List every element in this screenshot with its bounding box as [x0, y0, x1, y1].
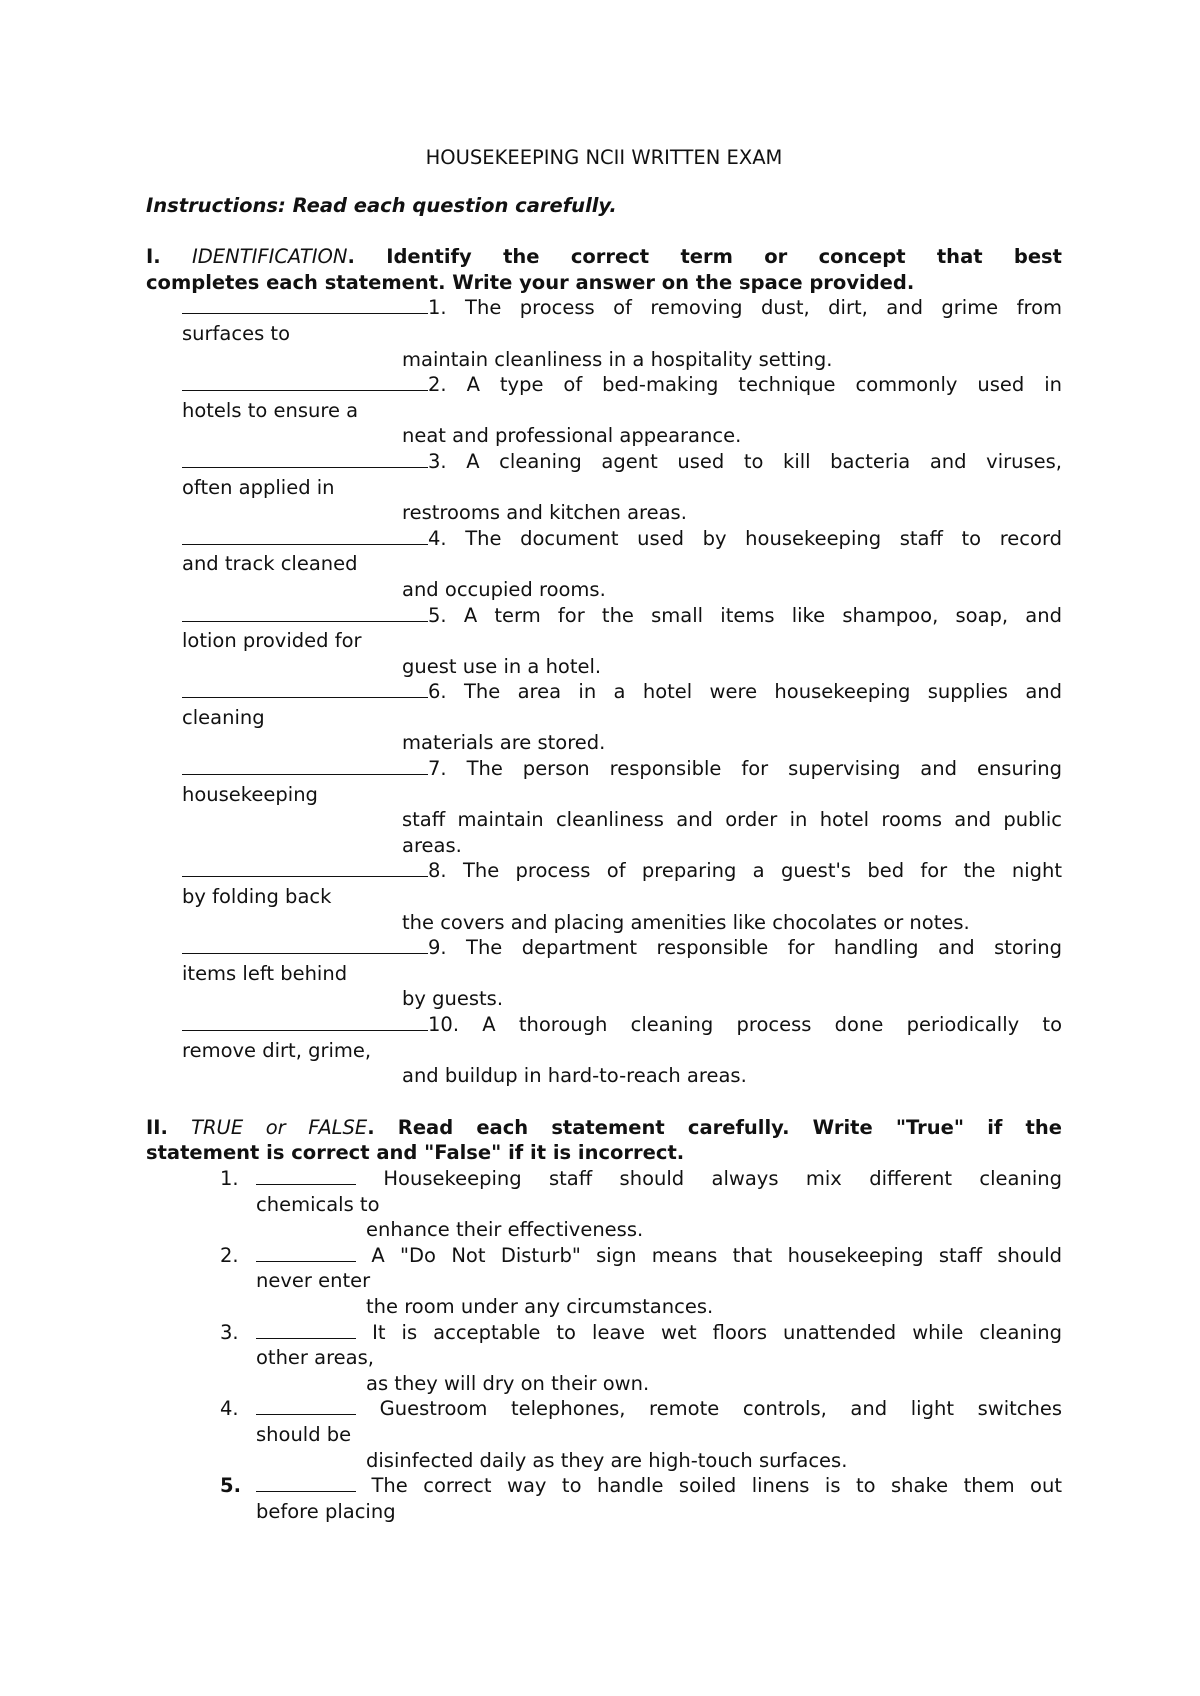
section-2-numeral: II. [146, 1115, 168, 1139]
answer-blank[interactable] [256, 1473, 356, 1492]
true-false-item [146, 1166, 1062, 1243]
item-text-line1: A type of bed-making technique commonly used in [466, 373, 1062, 397]
item-text-line3: enhance their effectiveness. [366, 1218, 644, 1242]
item-number: 3. [220, 1320, 239, 1344]
section-1-text-line1: . Identify the correct term or concept that best [347, 245, 1062, 269]
item-text-line2: housekeeping [182, 782, 318, 806]
item-text-line2: before placing [256, 1499, 396, 1523]
item-text-line2: hotels to ensure a [182, 398, 359, 422]
item-text-line1: A thorough cleaning process done periodically to [482, 1013, 1062, 1036]
item-text-line1: The area in a hotel were housekeeping supplies and [463, 680, 1063, 704]
item-text-line1: A term for the small items like shampoo, soap, and [463, 603, 1062, 627]
answer-blank[interactable] [256, 1243, 356, 1262]
identification-item [146, 603, 1062, 680]
section-1-text-line2: completes each statement. Write your answer on the space provided. [146, 270, 915, 294]
item-text-line1: The department responsible for handling and storing [466, 936, 1062, 960]
item-text-line3: guest use in a hotel. [402, 654, 602, 678]
item-text-line3: maintain cleanliness in a hospitality setting. [402, 347, 833, 371]
item-number: 7. [428, 757, 447, 781]
section-2-text-line1: . Read each statement carefully. Write "True" if the [367, 1115, 1062, 1139]
item-text-line3: by guests. [402, 987, 504, 1011]
answer-blank[interactable] [182, 526, 428, 545]
page-title: HOUSEKEEPING NCII WRITTEN EXAM [425, 146, 783, 169]
item-text-line3: staff maintain cleanliness and order in hotel rooms and public areas. [402, 808, 1062, 857]
true-false-item [146, 1320, 1062, 1397]
item-text-line2: lotion provided for [182, 629, 362, 653]
item-text-line2: by folding back [182, 885, 332, 909]
item-text-line2: cleaning [182, 705, 265, 729]
item-text-line1: The person responsible for supervising and ensuring [466, 757, 1062, 781]
section-1-items [146, 295, 1062, 1088]
true-false-item [146, 1396, 1062, 1473]
item-text-line3: materials are stored. [402, 731, 606, 755]
item-text-line1: A cleaning agent used to kill bacteria and viruses, [466, 449, 1063, 473]
item-text-line3: and buildup in hard-to-reach areas. [402, 1064, 747, 1088]
identification-item [146, 526, 1062, 603]
item-text-line1: The process of removing dust, dirt, and grime from [465, 296, 1062, 320]
item-number: 10. [428, 1013, 460, 1036]
section-2-items [146, 1166, 1062, 1524]
answer-blank[interactable] [182, 858, 428, 877]
section-1-numeral: I. [146, 245, 161, 269]
item-text-line3: neat and professional appearance. [402, 424, 742, 448]
section-2-heading [146, 1115, 1062, 1166]
answer-blank[interactable] [256, 1396, 356, 1415]
item-number: 6. [428, 680, 447, 704]
identification-item [146, 295, 1062, 372]
item-text-line2: remove dirt, grime, [182, 1038, 372, 1062]
item-text-line3: and occupied rooms. [402, 577, 606, 601]
item-text-line2: never enter [256, 1269, 371, 1293]
item-text-line2: surfaces to [182, 321, 291, 345]
item-number: 8. [428, 859, 447, 883]
answer-blank[interactable] [182, 756, 428, 775]
identification-item [146, 1012, 1062, 1089]
answer-blank[interactable] [182, 1012, 428, 1031]
answer-blank[interactable] [182, 449, 428, 468]
item-number: 9. [428, 936, 447, 960]
answer-blank[interactable] [182, 935, 428, 954]
item-text-line2: other areas, [256, 1346, 374, 1370]
identification-item [146, 858, 1062, 935]
section-1-label: IDENTIFICATION [192, 245, 348, 269]
item-text-line1: A "Do Not Disturb" sign means that housekeeping staff should [371, 1243, 1062, 1267]
item-text-line1: Guestroom telephones, remote controls, and light switches [379, 1397, 1063, 1421]
answer-blank[interactable] [182, 603, 428, 622]
item-number: 3. [428, 449, 447, 473]
item-text-line3: restrooms and kitchen areas. [402, 501, 687, 525]
section-2-label: TRUE or FALSE [191, 1115, 368, 1139]
item-text-line3: as they will dry on their own. [366, 1371, 650, 1395]
section-1-heading [146, 244, 1062, 295]
item-number: 2. [428, 373, 447, 397]
item-number: 4. [428, 526, 447, 550]
item-number: 5. [220, 1474, 241, 1498]
item-number: 5. [428, 603, 447, 627]
item-text-line2: chemicals to [256, 1192, 380, 1216]
item-text-line2: should be [256, 1422, 352, 1446]
item-number: 2. [220, 1243, 239, 1267]
item-text-line1: It is acceptable to leave wet floors unattended while cleaning [372, 1320, 1062, 1344]
answer-blank[interactable] [182, 372, 428, 391]
identification-item [146, 935, 1062, 1012]
answer-blank[interactable] [182, 679, 428, 698]
item-number: 4. [220, 1397, 239, 1421]
instructions: Instructions: Read each question carefully. [146, 193, 617, 217]
true-false-item [146, 1243, 1062, 1320]
identification-item [146, 372, 1062, 449]
section-2-text-line2: statement is correct and "False" if it is incorrect. [146, 1141, 685, 1165]
item-number: 1. [220, 1166, 239, 1190]
item-text-line1: The process of preparing a guest's bed for the night [462, 859, 1063, 883]
identification-item [146, 449, 1062, 526]
item-text-line2: and track cleaned [182, 552, 358, 576]
answer-blank[interactable] [256, 1166, 356, 1185]
item-number: 1. [428, 296, 447, 320]
item-text-line3: the covers and placing amenities like chocolates or notes. [402, 910, 970, 934]
item-text-line1: The correct way to handle soiled linens is to shake them out [371, 1474, 1062, 1498]
item-text-line1: Housekeeping staff should always mix different cleaning [383, 1166, 1062, 1190]
identification-item [146, 679, 1062, 756]
answer-blank[interactable] [182, 295, 428, 314]
item-text-line3: the room under any circumstances. [366, 1294, 714, 1318]
item-text-line3: disinfected daily as they are high-touch surfaces. [366, 1448, 848, 1472]
item-text-line2: items left behind [182, 961, 348, 985]
item-text-line2: often applied in [182, 475, 335, 499]
true-false-item [146, 1473, 1062, 1524]
answer-blank[interactable] [256, 1320, 356, 1339]
identification-item [146, 756, 1062, 858]
item-text-line1: The document used by housekeeping staff to record [465, 526, 1062, 550]
